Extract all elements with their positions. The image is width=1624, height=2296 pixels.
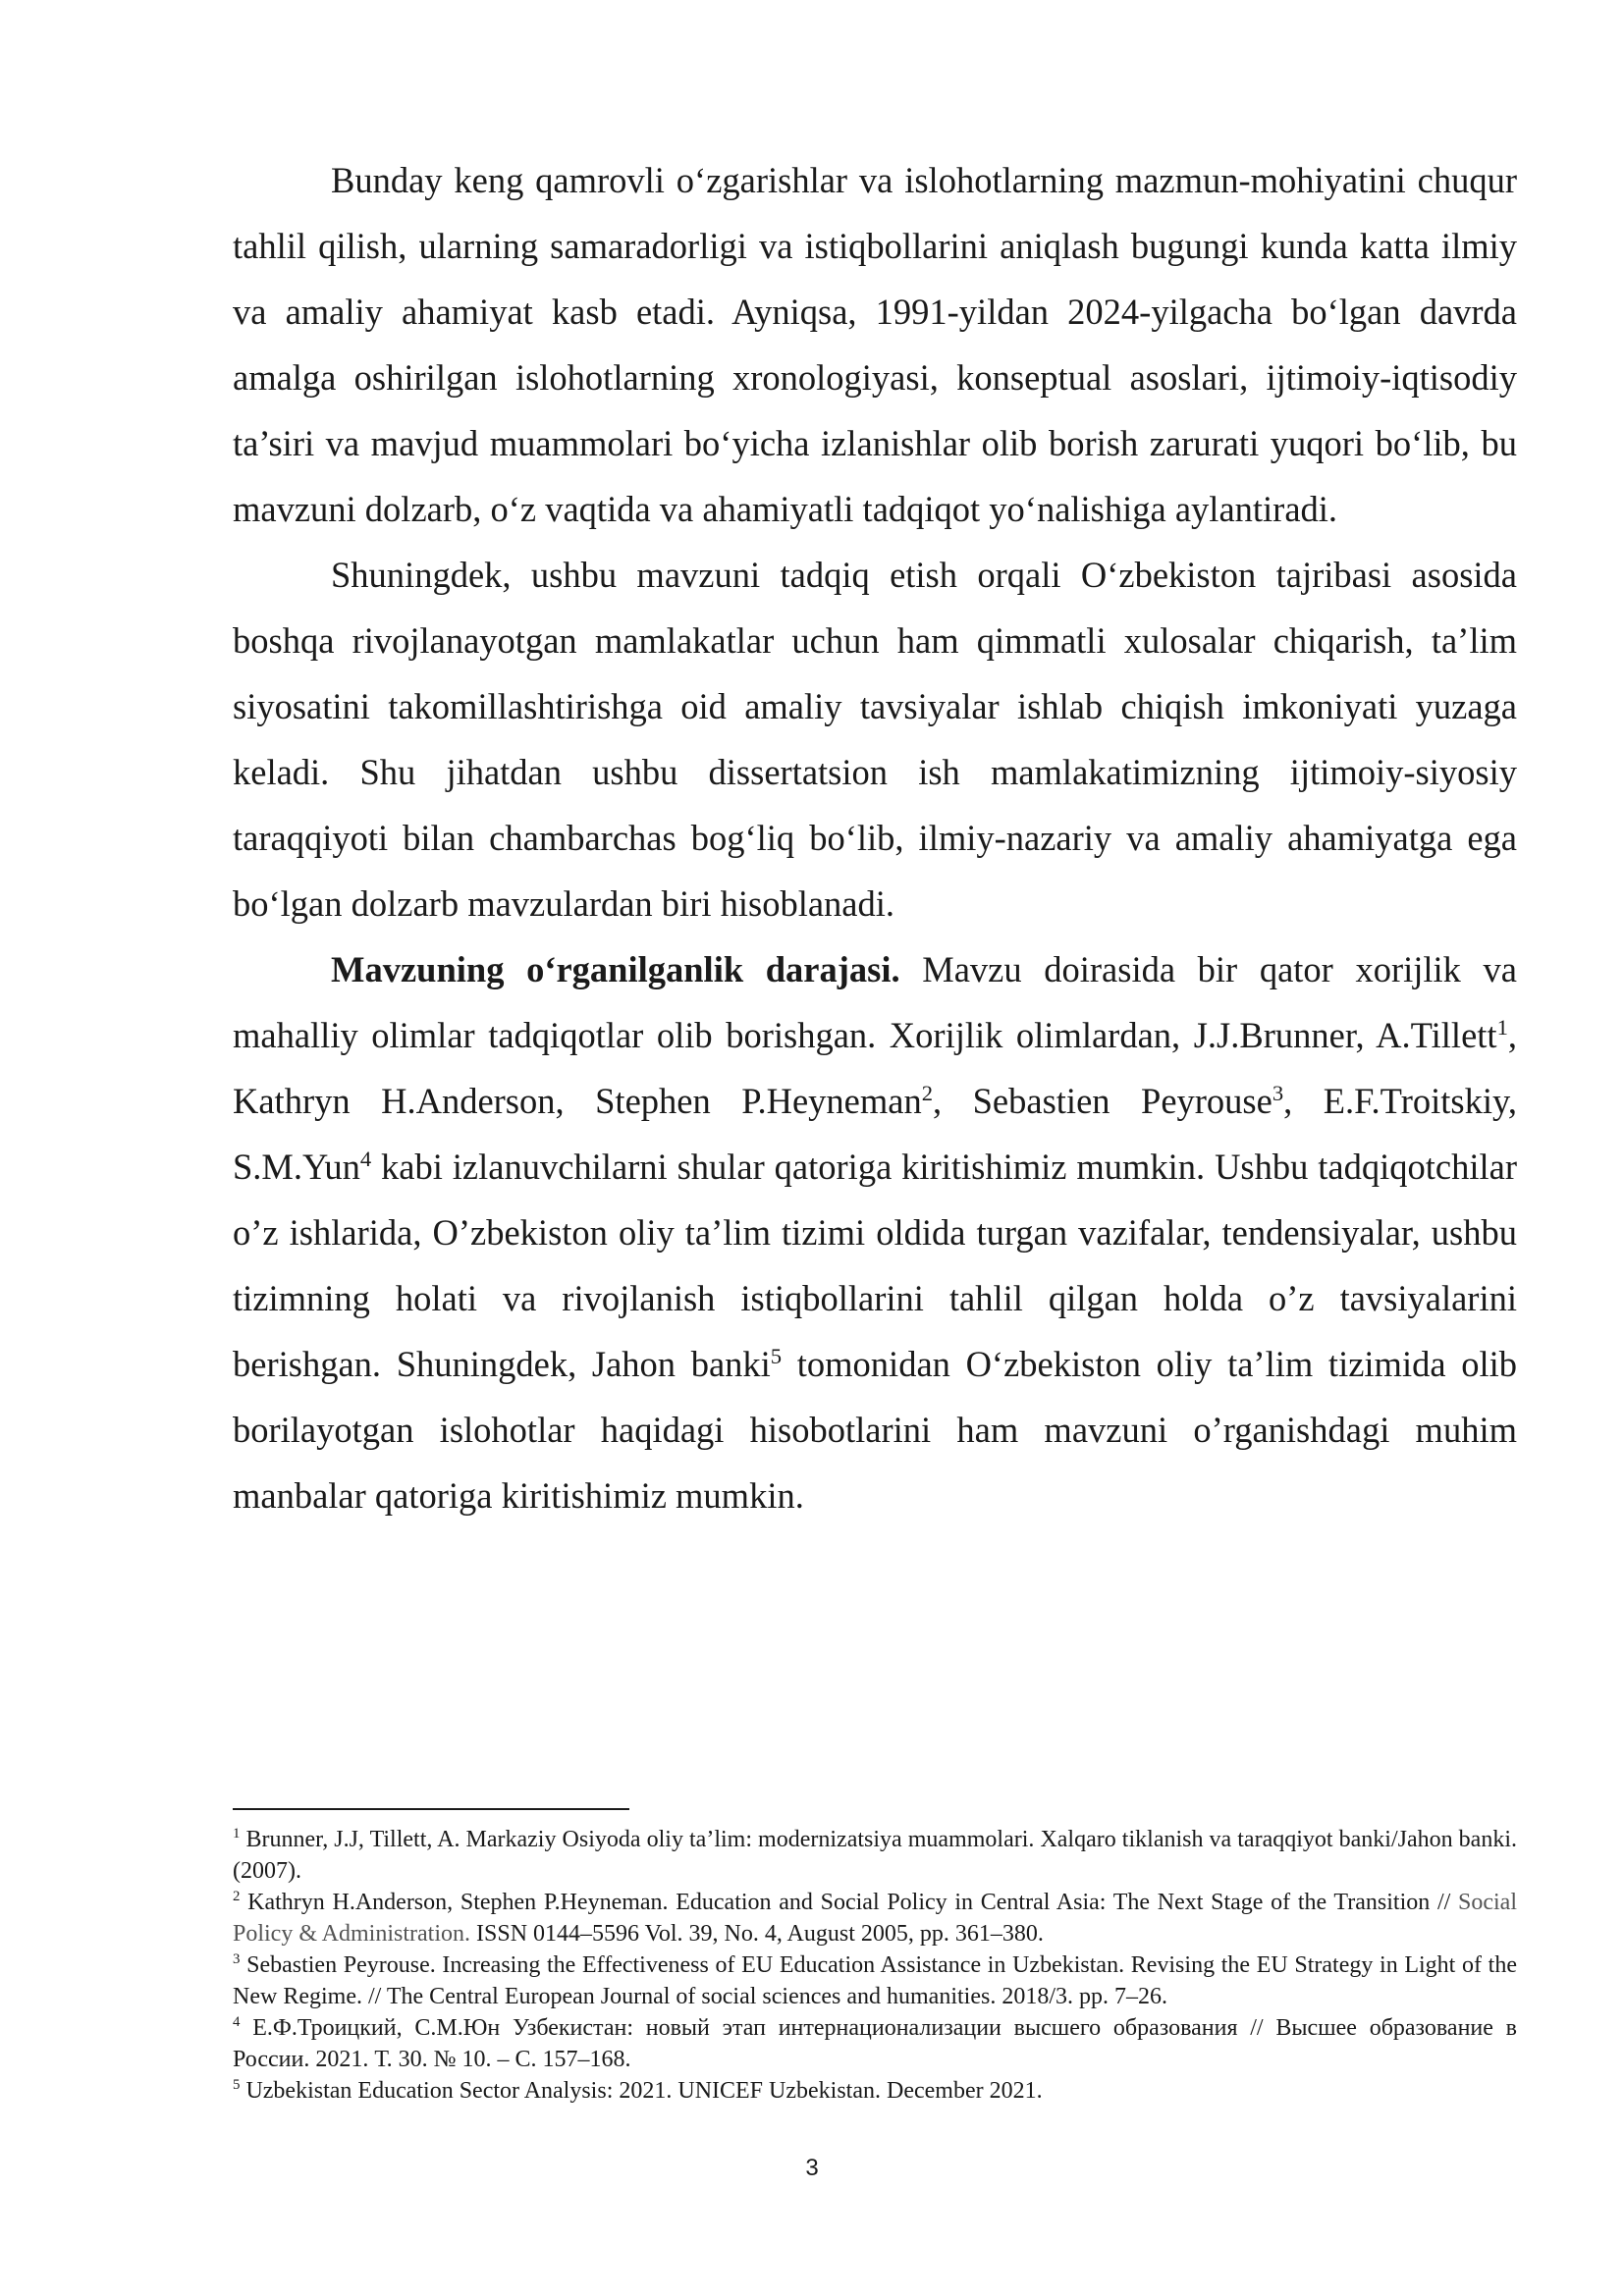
paragraph-3-text-4: , E.F.Troitskiy, S.M.Yun bbox=[233, 1081, 1517, 1187]
footnote-3 bbox=[233, 1949, 1517, 2012]
paragraph-3-text-3: , Sebastien Peyrouse bbox=[933, 1081, 1272, 1121]
footnote-2 bbox=[233, 1887, 1517, 1949]
footnote-text: Brunner, J.J, Tillett, A. Markaziy Osiyoda oliy ta’lim: modernizatsiya muammolari. Xalqaro tiklanish va taraqqiyot banki/Jahon banki. (2007). bbox=[233, 1827, 1517, 1884]
footnote-1 bbox=[233, 1824, 1517, 1887]
footnote-ref-3[interactable]: 3 bbox=[1272, 1080, 1284, 1105]
footnote-text: Uzbekistan Education Sector Analysis: 2021. UNICEF Uzbekistan. December 2021. bbox=[240, 2078, 1043, 2104]
footnote-number: 4 bbox=[233, 2014, 241, 2030]
paragraph-3 bbox=[233, 936, 1517, 1528]
footnote-number: 1 bbox=[233, 1826, 241, 1842]
footnote-ref-1[interactable]: 1 bbox=[1496, 1014, 1508, 1040]
footnote-ref-5[interactable]: 5 bbox=[770, 1343, 783, 1368]
footnotes bbox=[233, 1824, 1517, 2107]
footnote-4 bbox=[233, 2012, 1517, 2075]
footnote-text-tail: ISSN 0144–5596 Vol. 39, No. 4, August 2005, pp. 361–380. bbox=[470, 1921, 1044, 1947]
page-number: 3 bbox=[805, 2155, 819, 2181]
paragraph-3-text-1: Mavzu doirasida bir qator xorijlik va mahalliy olimlar tadqiqotlar olib borishgan. Xorijlik olimlardan, J.J.Brunner, A.Tillett bbox=[233, 949, 1517, 1055]
footnote-number: 3 bbox=[233, 1951, 241, 1967]
footnote-ref-2[interactable]: 2 bbox=[921, 1080, 934, 1105]
paragraph-2: Shuningdek, ushbu mavzuni tadqiq etish orqali O‘zbekiston tajribasi asosida boshqa rivojlanayotgan mamlakatlar uchun ham qimmatli xulosalar chiqarish, ta’lim siyosatini takomillashtirishga oid amaliy tavsiyalar ishlab chiqish imkoniyati yuzaga keladi. Shu jihatdan ushbu dissertatsion ish mamlakatimizning ijtimoiy-siyosiy taraqqiyoti bilan chambarchas bog‘liq bo‘lib, ilmiy-nazariy va amaliy ahamiyatga ega bo‘lgan dolzarb mavzulardan biri hisoblanadi. bbox=[233, 555, 1517, 924]
footnote-separator bbox=[233, 1808, 629, 1810]
paragraph-1: Bunday keng qamrovli o‘zgarishlar va islohotlarning mazmun-mohiyatini chuqur tahlil qilish, ularning samaradorligi va istiqbollarini aniqlash bugungi kunda katta ilmiy va amaliy ahamiyat kasb etadi. Ayniqsa, 1991-yildan 2024-yilgacha bo‘lgan davrda amalga oshirilgan islohotlarning xronologiyasi, konseptual asoslari, ijtimoiy-iqtisodiy ta’siri va mavjud muammolari bo‘yicha izlanishlar olib borish zarurati yuqori bo‘lib, bu mavzuni dolzarb, o‘z vaqtida va ahamiyatli tadqiqot yo‘nalishiga aylantiradi. bbox=[233, 160, 1517, 529]
footnote-number: 5 bbox=[233, 2077, 241, 2093]
footnote-text: Kathryn H.Anderson, Stephen P.Heyneman. Education and Social Policy in Central Asia: The Next Stage of the Transition // bbox=[240, 1890, 1458, 1915]
footnote-number: 2 bbox=[233, 1889, 241, 1904]
paragraph-3-text-2: , Kathryn H.Anderson, Stephen P.Heyneman bbox=[233, 1015, 1517, 1121]
footnote-text: Sebastien Peyrouse. Increasing the Effectiveness of EU Education Assistance in Uzbekistan. Revising the EU Strategy in Light of the New Regime. // The Central European Journal of social sciences and humanities. 2018/3. pp. 7–26. bbox=[233, 1952, 1517, 2009]
paragraph-3-text-5: kabi izlanuvchilarni shular qatoriga kiritishimiz mumkin. Ushbu tadqiqotchilar o’z ishlarida, O’zbekiston oliy ta’lim tizimi oldida turgan vazifalar, tendensiyalar, ushbu tizimning holati va rivojlanish istiqbollarini tahlil qilgan holda o’z tavsiyalarini berishgan. Shuningdek, Jahon banki bbox=[233, 1147, 1517, 1384]
footnote-text: Е.Ф.Троицкий, С.М.Юн Узбекистан: новый этап интернационализации высшего образования // Высшее образование в России. 2021. Т. 30. № 10. – С. 157–168. bbox=[233, 2015, 1517, 2072]
journal-name: Social Policy & Administration. bbox=[233, 1890, 1517, 1947]
section-heading: Mavzuning o‘rganilganlik darajasi. bbox=[331, 949, 900, 989]
footnote-ref-4[interactable]: 4 bbox=[359, 1146, 372, 1171]
footnote-5 bbox=[233, 2075, 1517, 2107]
body-text bbox=[233, 147, 1517, 1528]
paragraph-3-text-6: tomonidan O‘zbekiston oliy ta’lim tizimida olib borilayotgan islohotlar haqidagi hisobotlarini ham mavzuni o’rganishdagi muhim manbalar qatoriga kiritishimiz mumkin. bbox=[233, 1344, 1517, 1516]
